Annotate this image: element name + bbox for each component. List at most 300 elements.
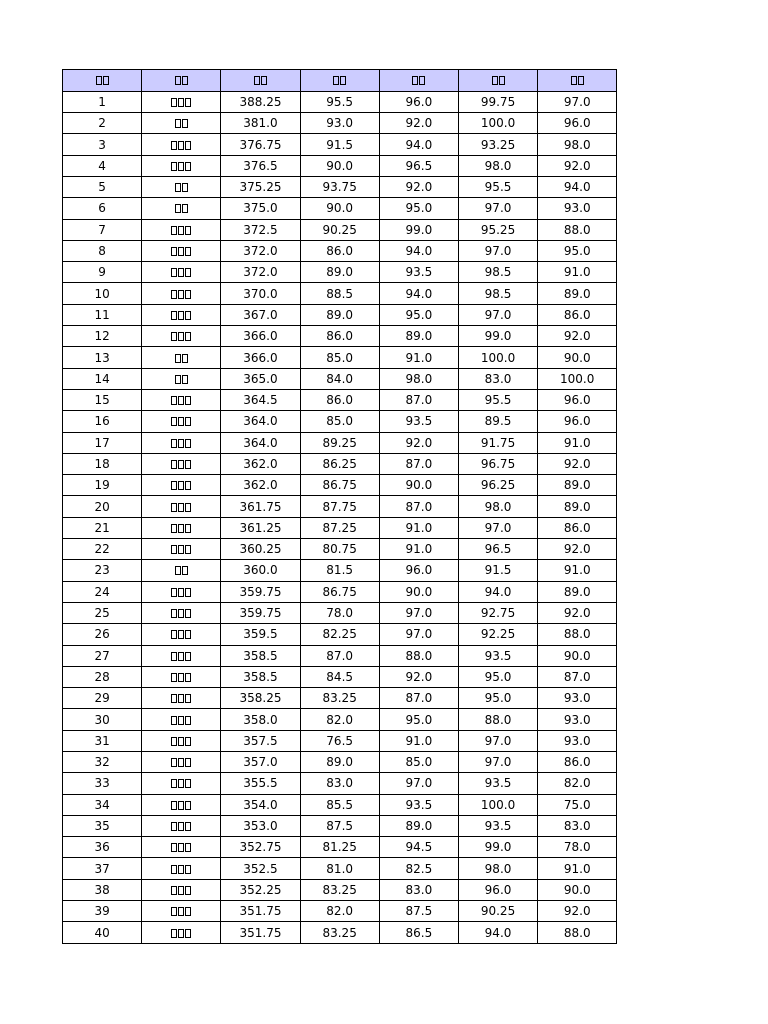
name-cell: [142, 389, 221, 410]
rank-cell: 36: [63, 837, 142, 858]
score-cell-s3: 90.25: [458, 901, 537, 922]
missing-glyph-box: [185, 524, 191, 533]
missing-glyph-box: [178, 886, 184, 895]
missing-glyph-box: [171, 247, 177, 256]
missing-glyph-box: [178, 758, 184, 767]
header-row: [63, 70, 617, 92]
score-cell-s3: 93.5: [458, 815, 537, 836]
table-row: [63, 624, 617, 645]
score-cell-s2: 88.0: [379, 645, 458, 666]
score-cell-s3: 98.0: [458, 155, 537, 176]
rank-cell: 13: [63, 347, 142, 368]
score-cell-s4: 93.0: [538, 709, 617, 730]
score-cell-s3: 96.75: [458, 453, 537, 474]
score-cell-s4: 92.0: [538, 602, 617, 623]
missing-glyph-box: [171, 524, 177, 533]
rank-cell: 9: [63, 262, 142, 283]
score-cell-s3: 97.0: [458, 198, 537, 219]
missing-glyph-box: [185, 630, 191, 639]
table-row: [63, 858, 617, 879]
rank-cell: 1: [63, 91, 142, 112]
score-cell-s3: 93.25: [458, 134, 537, 155]
table-row: [63, 134, 617, 155]
score-cell-s2: 87.0: [379, 688, 458, 709]
name-cell: [142, 176, 221, 197]
missing-glyph-box: [412, 76, 418, 85]
rank-cell: 22: [63, 539, 142, 560]
rank-cell: 38: [63, 879, 142, 900]
missing-glyph-box: [178, 481, 184, 490]
score-cell-s1: 81.25: [300, 837, 379, 858]
score-cell-total: 351.75: [221, 922, 300, 943]
score-cell-s1: 93.0: [300, 113, 379, 134]
score-cell-s4: 92.0: [538, 539, 617, 560]
table-row: [63, 496, 617, 517]
score-cell-s3: 91.75: [458, 432, 537, 453]
missing-glyph-box: [185, 311, 191, 320]
name-cell: [142, 91, 221, 112]
rank-cell: 37: [63, 858, 142, 879]
score-cell-s2: 93.5: [379, 262, 458, 283]
missing-glyph-box: [171, 311, 177, 320]
score-cell-s3: 98.0: [458, 858, 537, 879]
missing-glyph-box: [185, 843, 191, 852]
table-row: [63, 688, 617, 709]
score-cell-total: 366.0: [221, 347, 300, 368]
missing-glyph-box: [185, 588, 191, 597]
missing-glyph-box: [175, 119, 181, 128]
score-cell-s2: 97.0: [379, 624, 458, 645]
missing-glyph-box: [178, 524, 184, 533]
table-row: [63, 730, 617, 751]
score-cell-s2: 90.0: [379, 475, 458, 496]
score-cell-s1: 85.0: [300, 411, 379, 432]
missing-glyph-box: [571, 76, 577, 85]
missing-glyph-box: [182, 119, 188, 128]
rank-cell: 32: [63, 752, 142, 773]
rank-cell: 7: [63, 219, 142, 240]
score-cell-s3: 93.5: [458, 773, 537, 794]
missing-glyph-box: [185, 779, 191, 788]
score-cell-s1: 83.25: [300, 922, 379, 943]
missing-glyph-box: [178, 694, 184, 703]
score-cell-s2: 92.0: [379, 432, 458, 453]
missing-glyph-box: [171, 673, 177, 682]
score-cell-total: 360.25: [221, 539, 300, 560]
missing-glyph-box: [171, 737, 177, 746]
score-cell-s2: 89.0: [379, 326, 458, 347]
rank-cell: 5: [63, 176, 142, 197]
name-cell: [142, 815, 221, 836]
rank-cell: 17: [63, 432, 142, 453]
name-cell: [142, 794, 221, 815]
score-cell-s4: 83.0: [538, 815, 617, 836]
score-cell-s2: 98.0: [379, 368, 458, 389]
score-cell-total: 352.75: [221, 837, 300, 858]
score-cell-s2: 89.0: [379, 815, 458, 836]
name-cell: [142, 602, 221, 623]
score-cell-total: 361.25: [221, 517, 300, 538]
missing-glyph-box: [182, 375, 188, 384]
score-cell-total: 367.0: [221, 304, 300, 325]
missing-glyph-box: [171, 843, 177, 852]
column-header: [379, 70, 458, 92]
score-cell-total: 362.0: [221, 453, 300, 474]
rank-cell: 27: [63, 645, 142, 666]
rank-cell: 6: [63, 198, 142, 219]
name-cell: [142, 432, 221, 453]
score-cell-s2: 83.0: [379, 879, 458, 900]
score-cell-total: 362.0: [221, 475, 300, 496]
missing-glyph-box: [178, 673, 184, 682]
score-cell-s2: 91.0: [379, 730, 458, 751]
score-cell-s3: 95.5: [458, 389, 537, 410]
score-cell-s3: 100.0: [458, 347, 537, 368]
rank-cell: 3: [63, 134, 142, 155]
score-cell-s3: 96.0: [458, 879, 537, 900]
missing-glyph-box: [178, 141, 184, 150]
score-cell-s2: 91.0: [379, 347, 458, 368]
name-cell: [142, 155, 221, 176]
rank-cell: 35: [63, 815, 142, 836]
rank-cell: 12: [63, 326, 142, 347]
score-table: [62, 69, 617, 944]
missing-glyph-box: [171, 801, 177, 810]
score-cell-total: 359.75: [221, 602, 300, 623]
table-row: [63, 709, 617, 730]
name-cell: [142, 113, 221, 134]
missing-glyph-box: [185, 98, 191, 107]
rank-cell: 40: [63, 922, 142, 943]
missing-glyph-box: [96, 76, 102, 85]
score-cell-s3: 95.25: [458, 219, 537, 240]
score-cell-total: 366.0: [221, 326, 300, 347]
score-cell-s1: 78.0: [300, 602, 379, 623]
missing-glyph-box: [185, 758, 191, 767]
name-cell: [142, 411, 221, 432]
missing-glyph-box: [171, 332, 177, 341]
name-cell: [142, 879, 221, 900]
score-cell-s2: 94.5: [379, 837, 458, 858]
score-cell-s3: 97.0: [458, 240, 537, 261]
missing-glyph-box: [178, 779, 184, 788]
score-cell-s1: 90.0: [300, 198, 379, 219]
score-cell-s1: 76.5: [300, 730, 379, 751]
score-cell-s3: 97.0: [458, 730, 537, 751]
table-row: [63, 283, 617, 304]
score-cell-s3: 96.5: [458, 539, 537, 560]
score-cell-s4: 93.0: [538, 198, 617, 219]
name-cell: [142, 858, 221, 879]
score-cell-s1: 87.5: [300, 815, 379, 836]
score-cell-s3: 100.0: [458, 794, 537, 815]
table-row: [63, 453, 617, 474]
missing-glyph-box: [178, 460, 184, 469]
missing-glyph-box: [185, 865, 191, 874]
score-cell-total: 364.0: [221, 411, 300, 432]
missing-glyph-box: [178, 588, 184, 597]
score-cell-total: 381.0: [221, 113, 300, 134]
missing-glyph-box: [185, 481, 191, 490]
table-row: [63, 922, 617, 943]
missing-glyph-box: [182, 204, 188, 213]
name-cell: [142, 283, 221, 304]
score-cell-s2: 91.0: [379, 517, 458, 538]
missing-glyph-box: [171, 162, 177, 171]
name-cell: [142, 240, 221, 261]
score-cell-total: 375.25: [221, 176, 300, 197]
score-cell-total: 364.5: [221, 389, 300, 410]
missing-glyph-box: [171, 758, 177, 767]
score-cell-s3: 94.0: [458, 922, 537, 943]
column-header: [300, 70, 379, 92]
name-cell: [142, 922, 221, 943]
score-cell-total: 353.0: [221, 815, 300, 836]
score-cell-s3: 98.0: [458, 496, 537, 517]
score-cell-s2: 93.5: [379, 411, 458, 432]
score-cell-s2: 95.0: [379, 198, 458, 219]
missing-glyph-box: [171, 865, 177, 874]
score-cell-s2: 85.0: [379, 752, 458, 773]
table-row: [63, 901, 617, 922]
table-row: [63, 666, 617, 687]
score-cell-total: 372.0: [221, 262, 300, 283]
score-cell-s4: 91.0: [538, 560, 617, 581]
score-cell-s2: 97.0: [379, 773, 458, 794]
score-cell-total: 355.5: [221, 773, 300, 794]
missing-glyph-box: [171, 290, 177, 299]
table-row: [63, 581, 617, 602]
score-cell-s4: 94.0: [538, 176, 617, 197]
table-row: [63, 91, 617, 112]
name-cell: [142, 198, 221, 219]
score-cell-s2: 96.0: [379, 560, 458, 581]
missing-glyph-box: [171, 822, 177, 831]
score-cell-total: 364.0: [221, 432, 300, 453]
score-cell-s1: 89.0: [300, 262, 379, 283]
score-cell-s4: 86.0: [538, 752, 617, 773]
score-cell-s3: 99.0: [458, 837, 537, 858]
missing-glyph-box: [185, 417, 191, 426]
name-cell: [142, 901, 221, 922]
missing-glyph-box: [185, 822, 191, 831]
missing-glyph-box: [171, 98, 177, 107]
score-cell-total: 388.25: [221, 91, 300, 112]
missing-glyph-box: [178, 439, 184, 448]
name-cell: [142, 262, 221, 283]
table-row: [63, 794, 617, 815]
score-cell-s1: 90.25: [300, 219, 379, 240]
missing-glyph-box: [182, 76, 188, 85]
score-cell-s1: 85.5: [300, 794, 379, 815]
score-cell-s1: 86.0: [300, 240, 379, 261]
rank-cell: 28: [63, 666, 142, 687]
score-cell-s4: 89.0: [538, 496, 617, 517]
missing-glyph-box: [178, 290, 184, 299]
missing-glyph-box: [171, 588, 177, 597]
missing-glyph-box: [182, 354, 188, 363]
score-cell-total: 376.5: [221, 155, 300, 176]
score-cell-total: 360.0: [221, 560, 300, 581]
score-cell-total: 365.0: [221, 368, 300, 389]
table-row: [63, 475, 617, 496]
score-cell-total: 358.0: [221, 709, 300, 730]
missing-glyph-box: [175, 76, 181, 85]
score-cell-s1: 89.0: [300, 304, 379, 325]
name-cell: [142, 219, 221, 240]
score-cell-s2: 94.0: [379, 283, 458, 304]
missing-glyph-box: [578, 76, 584, 85]
table-row: [63, 326, 617, 347]
table-row: [63, 113, 617, 134]
missing-glyph-box: [185, 247, 191, 256]
missing-glyph-box: [171, 609, 177, 618]
missing-glyph-box: [254, 76, 260, 85]
score-cell-s3: 93.5: [458, 645, 537, 666]
missing-glyph-box: [171, 929, 177, 938]
column-header: [221, 70, 300, 92]
score-cell-s4: 97.0: [538, 91, 617, 112]
missing-glyph-box: [178, 311, 184, 320]
score-cell-s4: 91.0: [538, 858, 617, 879]
missing-glyph-box: [178, 652, 184, 661]
column-header: [63, 70, 142, 92]
score-cell-s2: 90.0: [379, 581, 458, 602]
missing-glyph-box: [171, 545, 177, 554]
score-cell-total: 357.5: [221, 730, 300, 751]
score-cell-s3: 95.5: [458, 176, 537, 197]
missing-glyph-box: [178, 865, 184, 874]
score-cell-s3: 96.25: [458, 475, 537, 496]
missing-glyph-box: [185, 503, 191, 512]
missing-glyph-box: [171, 779, 177, 788]
score-cell-s3: 99.75: [458, 91, 537, 112]
score-cell-total: 359.5: [221, 624, 300, 645]
rank-cell: 20: [63, 496, 142, 517]
score-cell-s1: 83.0: [300, 773, 379, 794]
score-cell-s3: 95.0: [458, 666, 537, 687]
rank-cell: 25: [63, 602, 142, 623]
missing-glyph-box: [185, 652, 191, 661]
missing-glyph-box: [185, 694, 191, 703]
name-cell: [142, 134, 221, 155]
name-cell: [142, 666, 221, 687]
table-row: [63, 837, 617, 858]
missing-glyph-box: [178, 545, 184, 554]
score-cell-s4: 92.0: [538, 453, 617, 474]
table-row: [63, 262, 617, 283]
missing-glyph-box: [171, 226, 177, 235]
missing-glyph-box: [499, 76, 505, 85]
missing-glyph-box: [171, 396, 177, 405]
missing-glyph-box: [185, 439, 191, 448]
rank-cell: 21: [63, 517, 142, 538]
missing-glyph-box: [178, 843, 184, 852]
score-cell-s1: 90.0: [300, 155, 379, 176]
score-cell-s1: 82.25: [300, 624, 379, 645]
score-cell-s2: 87.0: [379, 453, 458, 474]
score-cell-s4: 89.0: [538, 283, 617, 304]
score-cell-s1: 93.75: [300, 176, 379, 197]
score-cell-s3: 97.0: [458, 304, 537, 325]
score-cell-s4: 92.0: [538, 155, 617, 176]
missing-glyph-box: [178, 162, 184, 171]
score-cell-s4: 82.0: [538, 773, 617, 794]
table-row: [63, 539, 617, 560]
name-cell: [142, 560, 221, 581]
table-row: [63, 645, 617, 666]
missing-glyph-box: [178, 98, 184, 107]
rank-cell: 8: [63, 240, 142, 261]
score-cell-s2: 95.0: [379, 304, 458, 325]
table-row: [63, 517, 617, 538]
table-row: [63, 602, 617, 623]
missing-glyph-box: [492, 76, 498, 85]
missing-glyph-box: [171, 141, 177, 150]
score-cell-s2: 96.5: [379, 155, 458, 176]
name-cell: [142, 368, 221, 389]
score-cell-total: 375.0: [221, 198, 300, 219]
score-cell-s2: 94.0: [379, 240, 458, 261]
rank-cell: 14: [63, 368, 142, 389]
table-row: [63, 347, 617, 368]
score-cell-s4: 96.0: [538, 411, 617, 432]
score-cell-s4: 91.0: [538, 432, 617, 453]
missing-glyph-box: [178, 801, 184, 810]
missing-glyph-box: [171, 460, 177, 469]
missing-glyph-box: [178, 268, 184, 277]
table-row: [63, 815, 617, 836]
missing-glyph-box: [171, 268, 177, 277]
missing-glyph-box: [171, 716, 177, 725]
score-cell-s4: 75.0: [538, 794, 617, 815]
score-cell-s1: 86.75: [300, 475, 379, 496]
score-cell-s1: 88.5: [300, 283, 379, 304]
score-cell-s4: 93.0: [538, 730, 617, 751]
table-row: [63, 240, 617, 261]
name-cell: [142, 709, 221, 730]
missing-glyph-box: [185, 268, 191, 277]
score-cell-s1: 86.25: [300, 453, 379, 474]
score-cell-total: 358.5: [221, 645, 300, 666]
table-row: [63, 368, 617, 389]
score-cell-s2: 97.0: [379, 602, 458, 623]
missing-glyph-box: [175, 354, 181, 363]
missing-glyph-box: [185, 886, 191, 895]
name-cell: [142, 837, 221, 858]
score-cell-s4: 92.0: [538, 901, 617, 922]
missing-glyph-box: [185, 737, 191, 746]
rank-cell: 31: [63, 730, 142, 751]
rank-cell: 24: [63, 581, 142, 602]
rank-cell: 16: [63, 411, 142, 432]
score-cell-total: 372.0: [221, 240, 300, 261]
missing-glyph-box: [171, 907, 177, 916]
missing-glyph-box: [185, 396, 191, 405]
table-row: [63, 304, 617, 325]
score-cell-s3: 98.5: [458, 283, 537, 304]
missing-glyph-box: [178, 630, 184, 639]
score-cell-total: 358.5: [221, 666, 300, 687]
score-cell-total: 361.75: [221, 496, 300, 517]
score-cell-total: 357.0: [221, 752, 300, 773]
rank-cell: 23: [63, 560, 142, 581]
score-cell-s2: 82.5: [379, 858, 458, 879]
missing-glyph-box: [171, 886, 177, 895]
score-cell-s1: 83.25: [300, 688, 379, 709]
rank-cell: 18: [63, 453, 142, 474]
score-cell-s1: 91.5: [300, 134, 379, 155]
